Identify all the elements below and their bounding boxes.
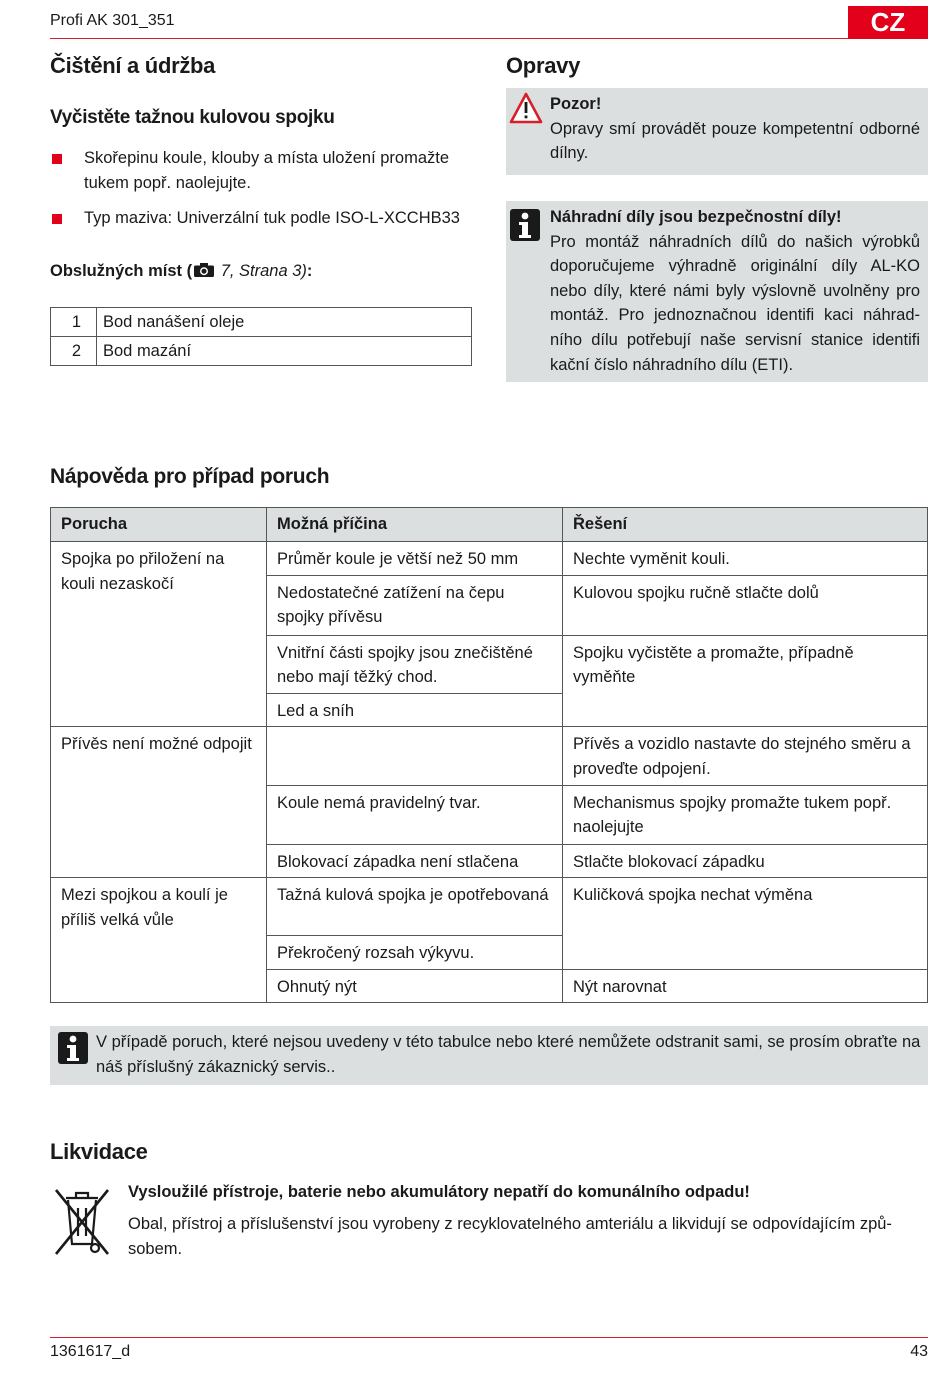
warning-box — [506, 88, 928, 175]
table-row: Led a sníh — [51, 693, 928, 727]
table-header-row: Porucha Možná příčina Řešení — [51, 508, 928, 542]
bullet-item: Skořepinu koule, klouby a místa uložení promažte tukem popř. naolejujte. — [50, 146, 472, 196]
camera-icon — [194, 263, 214, 277]
table-row: 2 Bod mazání — [51, 337, 472, 366]
table-row: Přívěs není možné odpojit Přívěs a vozidlo nastavte do stejného směru a proveďte odpojení. — [51, 727, 928, 785]
table-row: Vnitřní části spojky jsou znečištěné nebo mají těžký chod. Spojku vyčistěte a promažte, případně vyměňte — [51, 635, 928, 693]
warning-triangle-icon — [509, 92, 543, 124]
header-rule — [50, 38, 848, 39]
page-number: 43 — [910, 1343, 928, 1360]
bullet-square-icon — [52, 214, 62, 224]
bullet-square-icon — [52, 154, 62, 164]
info-icon — [58, 1032, 88, 1064]
document-number: 1361617_d — [50, 1343, 131, 1360]
footer-rule — [50, 1337, 928, 1338]
troubleshooting-title: Nápověda pro případ poruch — [50, 465, 330, 488]
disposal-title: Likvidace — [50, 1139, 148, 1164]
info-title: Náhradní díly jsou bezpečnostní díly! — [550, 208, 842, 226]
table-row: Koule nemá pravidelný tvar. Mechanismus spojky promažte tukem popř. naolejujte — [51, 785, 928, 844]
warning-text: Opravy smí provádět pouze kompetentní odborné dílny. — [550, 119, 920, 163]
language-badge: CZ — [848, 6, 928, 39]
crossed-bin-icon — [52, 1186, 112, 1258]
table-row: Překročený rozsah výkyvu. — [51, 936, 928, 970]
bullet-item: Typ maziva: Univerzální tuk podle ISO-L-XCCHB33 — [50, 206, 472, 231]
troubleshooting-note-box — [50, 1026, 928, 1085]
troubleshooting-note: V případě poruch, které nejsou uvedeny v této tabulce nebo které nemůžete odstranit sami, se prosím obraťte na náš příslušný zákaznický servis.. — [96, 1033, 921, 1076]
document-title: Profi AK 301_351 — [50, 12, 175, 29]
table-row: Nedostatečné zatížení na čepu spojky přívěsu Kulovou spojku ručně stlačte dolů — [51, 575, 928, 635]
disposal-heading: Vysloužilé přístroje, baterie nebo akumulátory nepatří do komunálního odpadu! — [128, 1183, 750, 1201]
cleaning-subtitle: Vyčistěte tažnou kulovou spojku — [50, 107, 335, 128]
warning-title: Pozor! — [550, 95, 602, 113]
table-row: Ohnutý nýt Nýt narovnat — [51, 969, 928, 1003]
service-points-table — [50, 307, 472, 366]
info-text: Pro montáž náhradních dílů do našich výrobků doporučujeme výhradně originální díly AL-KO nebo díly, které námi byly výslovně uvolněny pro montáž. Pro jednoznačnou identifi kaci náhrad- ního dílu potřebují naše servisní stanice identifi kační číslo náhradního dílu (ETI). — [550, 232, 920, 374]
cleaning-title: Čištění a údržba — [50, 53, 216, 78]
table-row: 1 Bod nanášení oleje — [51, 308, 472, 337]
table-row: Spojka po přiložení na kouli nezaskočí Průměr koule je větší než 50 mm Nechte vyměnit kouli. — [51, 542, 928, 576]
table-row: Mezi spojkou a koulí je příliš velká vůle Tažná kulová spojka je opotřebovaná Kuličková spojka nechat výměna — [51, 878, 928, 936]
cleaning-bullets — [50, 146, 472, 241]
repairs-title: Opravy — [506, 53, 581, 78]
troubleshooting-table — [50, 507, 928, 1003]
info-box — [506, 201, 928, 382]
info-icon — [510, 209, 540, 241]
table-row: Blokovací západka není stlačena Stlačte blokovací západku — [51, 844, 928, 878]
service-points-label: Obslužných míst ( 7, Strana 3): — [50, 262, 313, 280]
disposal-text: Obal, přístroj a příslušenství jsou vyrobeny z recyklovatelného amteriálu a likvidují se odpovídajícím způ- sobem. — [128, 1215, 892, 1258]
